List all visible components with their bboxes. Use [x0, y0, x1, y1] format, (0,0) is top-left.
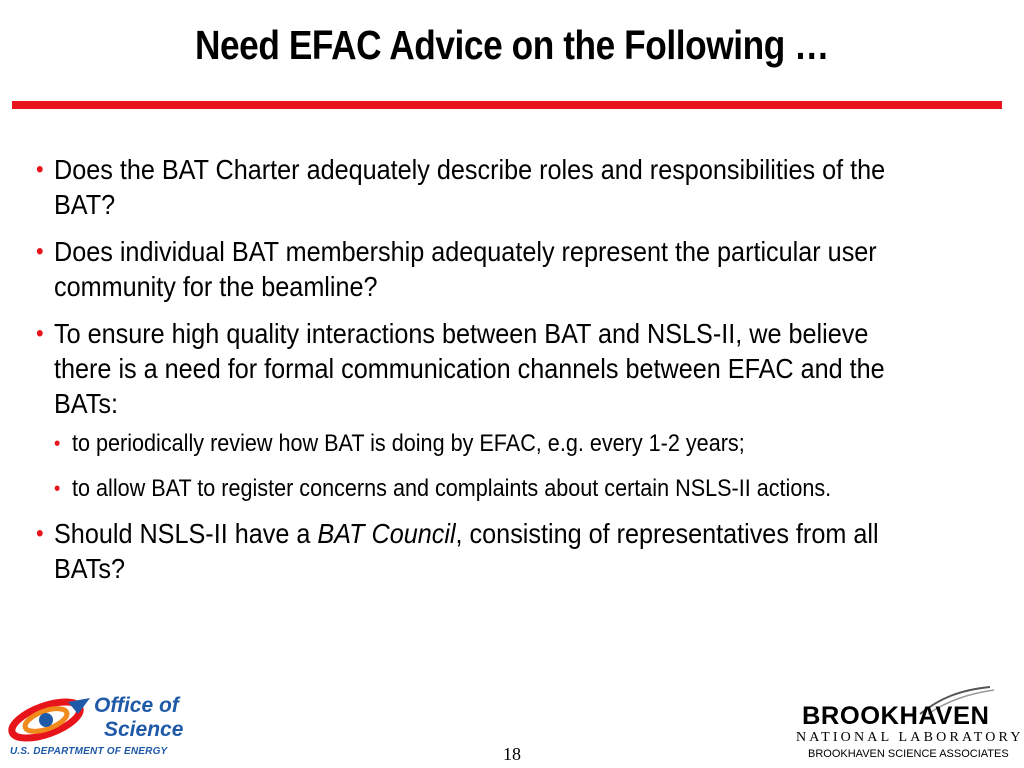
title-divider	[12, 101, 1002, 109]
sub-bullet-list	[54, 429, 927, 504]
bullet-text-emphasis: BAT Council	[317, 518, 456, 549]
bullet-dot-icon: •	[36, 238, 44, 265]
bullet-dot-icon: •	[36, 520, 44, 547]
brookhaven-logo	[790, 684, 1024, 764]
bullet-text-post: , consisting of representatives from all BATs?	[54, 518, 879, 584]
sub-bullet-text: to periodically review how BAT is doing by EFAC, e.g. every 1-2 years;	[72, 430, 745, 457]
bullet-item	[36, 516, 927, 586]
sub-bullet-item	[54, 429, 927, 459]
bullet-text-pre: Should NSLS-II have a	[54, 518, 318, 549]
bullet-text: Does individual BAT membership adequately represent the particular user community for the beamline?	[54, 236, 877, 302]
doe-logo-line1: Office of	[94, 694, 179, 717]
bullet-dot-icon: •	[54, 433, 61, 455]
bullet-dot-icon: •	[54, 478, 61, 500]
bullet-item	[36, 234, 927, 304]
bullet-item	[36, 152, 927, 222]
doe-logo-line2: Science	[104, 718, 184, 741]
bnl-lab-label: NATIONAL LABORATORY	[796, 730, 1024, 745]
bullet-list	[36, 152, 927, 598]
doe-office-of-science-logo	[6, 692, 221, 760]
doe-logo-subtitle: U.S. DEPARTMENT OF ENERGY	[10, 746, 168, 757]
bullet-dot-icon: •	[36, 320, 44, 347]
bnl-associates-label: BROOKHAVEN SCIENCE ASSOCIATES	[808, 748, 1009, 760]
bnl-name: BROOKHAVEN	[802, 702, 990, 730]
page-number: 18	[503, 744, 521, 764]
sub-bullet-text: to allow BAT to register concerns and complaints about certain NSLS-II actions.	[72, 475, 832, 502]
slide-title: Need EFAC Advice on the Following …	[194, 22, 830, 68]
bullet-item	[36, 316, 927, 504]
bullet-dot-icon: •	[36, 156, 44, 183]
bullet-text: Does the BAT Charter adequately describe roles and responsibilities of the BAT?	[54, 154, 886, 220]
doe-orbit-logo-icon	[6, 696, 92, 744]
bullet-text: To ensure high quality interactions between BAT and NSLS-II, we believe there is a need for formal communication channels between EFAC and the BATs:	[54, 318, 885, 419]
sub-bullet-item	[54, 474, 927, 504]
